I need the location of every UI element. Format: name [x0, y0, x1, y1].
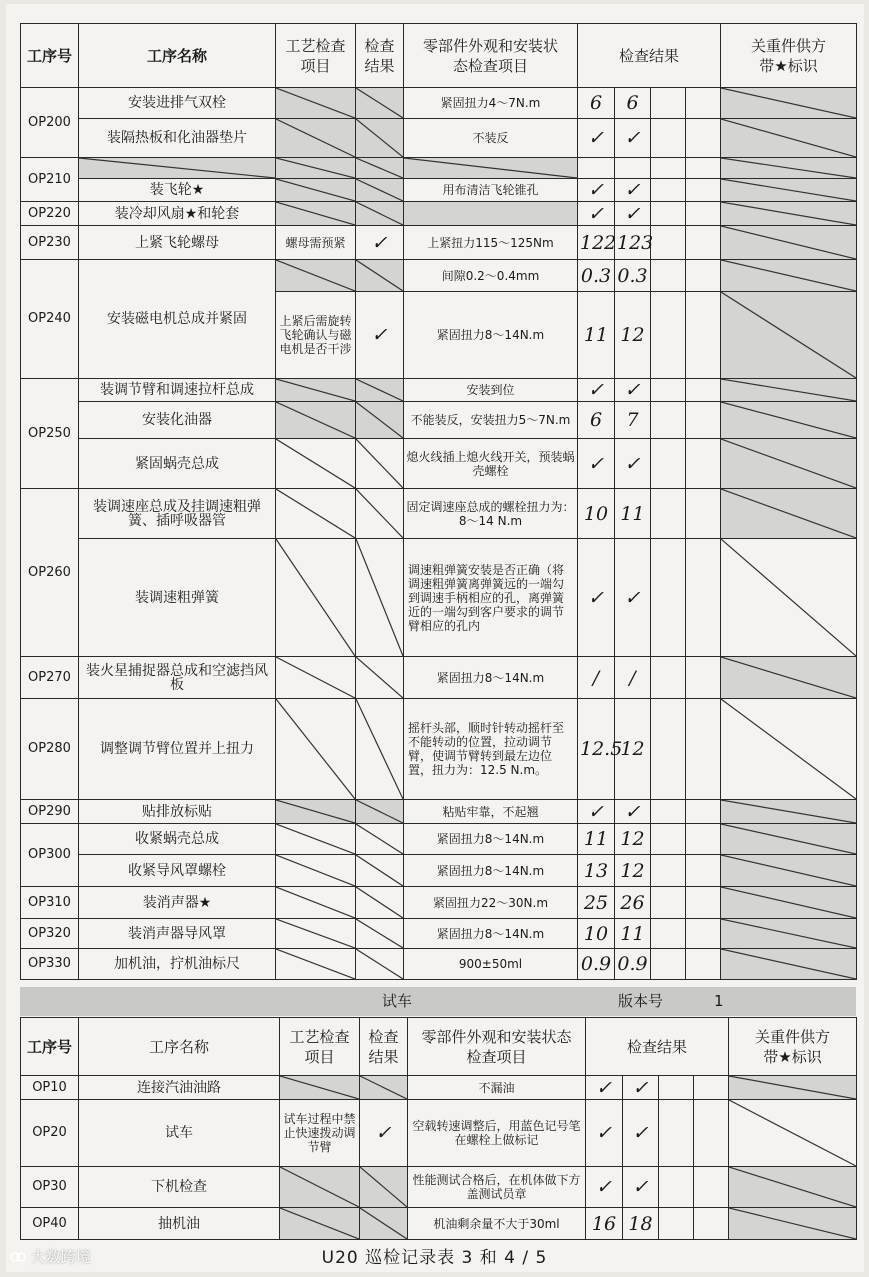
- process-item-cell: [276, 402, 356, 439]
- key-part-cell: [729, 1076, 857, 1100]
- result-3: [651, 699, 686, 800]
- result-2: ✓: [615, 539, 651, 657]
- check-item: 熄火线插上熄火线开关，预装蜗壳螺栓: [404, 439, 578, 489]
- result-2: 26: [615, 887, 651, 919]
- table-row: [21, 919, 857, 949]
- result-4: [686, 855, 721, 887]
- process-result-cell: [356, 800, 404, 824]
- check-item: 安装到位: [404, 379, 578, 402]
- result-3: [651, 379, 686, 402]
- result-3: [651, 88, 686, 119]
- op-name: 加机油，拧机油标尺: [79, 949, 276, 980]
- check-item: [404, 202, 578, 226]
- result-2: 12: [615, 292, 651, 379]
- table-row: [21, 657, 857, 699]
- process-item-cell: [276, 202, 356, 226]
- result-1: 0.3: [578, 260, 615, 292]
- result-3: [659, 1100, 694, 1167]
- key-part-cell: [721, 292, 857, 379]
- result-3: [651, 158, 686, 179]
- check-item: 用布清洁飞轮锥孔: [404, 179, 578, 202]
- result-2: ✓: [623, 1167, 659, 1208]
- process-result-cell: [356, 379, 404, 402]
- process-result-cell: [356, 699, 404, 800]
- process-item-cell: [276, 539, 356, 657]
- result-2: 7: [615, 402, 651, 439]
- result-1: ✓: [578, 439, 615, 489]
- result-1: 11: [578, 824, 615, 855]
- key-part-cell: [721, 887, 857, 919]
- check-item: 调速粗弹簧安装是否正确（将调速粗弹簧离弹簧远的一端勾到调速手柄相应的孔，离弹簧近的一端勾到客户要求的调节臂相应的孔内: [404, 539, 578, 657]
- table-row: [21, 699, 857, 800]
- footer-title: U20 巡检记录表 3 和 4 / 5: [321, 1248, 548, 1268]
- process-item-cell: [280, 1167, 360, 1208]
- op-name: 装消声器★: [79, 887, 276, 919]
- result-2: 12: [615, 824, 651, 855]
- result-3: [651, 179, 686, 202]
- check-item: 机油剩余量不大于30ml: [408, 1208, 586, 1240]
- result-1: 11: [578, 292, 615, 379]
- result-3: [651, 949, 686, 980]
- key-part-cell: [721, 919, 857, 949]
- process-item-cell: [276, 919, 356, 949]
- check-item: 不能装反，安装扭力5～7N.m: [404, 402, 578, 439]
- key-part-cell: [721, 179, 857, 202]
- process-item-cell: 上紧后需旋转飞轮确认与磁电机是否干涉: [276, 292, 356, 379]
- header-op-no: 工序号: [21, 24, 79, 88]
- table-header-row: [21, 1018, 857, 1076]
- result-2: 11: [615, 919, 651, 949]
- op-name: 调整调节臂位置并上扭力: [79, 699, 276, 800]
- result-4: [686, 292, 721, 379]
- header-op-name: 工序名称: [79, 1018, 280, 1076]
- process-result-cell: [356, 489, 404, 539]
- table-row: [21, 179, 857, 202]
- op-name: 下机检查: [79, 1167, 280, 1208]
- process-result-cell: [356, 887, 404, 919]
- header-key-part: 关重件供方 带★标识: [721, 24, 857, 88]
- process-result-cell: [356, 88, 404, 119]
- result-4: [686, 699, 721, 800]
- table-row: [21, 539, 857, 657]
- result-4: [686, 226, 721, 260]
- header-inspection-result: 检查结果: [586, 1018, 729, 1076]
- op-number: OP40: [21, 1208, 79, 1240]
- table-row: [21, 260, 857, 292]
- op-number: OP220: [21, 202, 79, 226]
- result-4: [686, 800, 721, 824]
- header-parts-item: 零部件外观和安装状 态检查项目: [404, 24, 578, 88]
- process-item-cell: [276, 887, 356, 919]
- process-result-cell: [356, 179, 404, 202]
- result-4: [686, 439, 721, 489]
- result-1: 0.9: [578, 949, 615, 980]
- result-3: [659, 1076, 694, 1100]
- op-name: 装冷却风扇★和轮套: [79, 202, 276, 226]
- check-item: [404, 158, 578, 179]
- process-result-cell: ✓: [356, 226, 404, 260]
- process-item-cell: 螺母需预紧: [276, 226, 356, 260]
- key-part-cell: [721, 202, 857, 226]
- op-number: OP280: [21, 699, 79, 800]
- result-1: 25: [578, 887, 615, 919]
- result-2: ✓: [623, 1100, 659, 1167]
- result-4: [686, 158, 721, 179]
- watermark-text: 大数跨境: [30, 1248, 91, 1266]
- check-item: 紧固扭力22～30N.m: [404, 887, 578, 919]
- op-name: 装火星捕捉器总成和空滤挡风板: [79, 657, 276, 699]
- process-result-cell: ✓: [360, 1100, 408, 1167]
- process-result-cell: [356, 402, 404, 439]
- table-row: [21, 88, 857, 119]
- table-row: [21, 949, 857, 980]
- result-4: [686, 949, 721, 980]
- result-3: [651, 824, 686, 855]
- header-op-name: 工序名称: [79, 24, 276, 88]
- check-item: 性能测试合格后，在机体做下方盖测试员章: [408, 1167, 586, 1208]
- result-1: 10: [578, 919, 615, 949]
- result-3: [651, 919, 686, 949]
- process-result-cell: [356, 260, 404, 292]
- inspection-table-test-run: [20, 1017, 857, 1240]
- result-2: [615, 158, 651, 179]
- process-result-cell: [356, 439, 404, 489]
- result-2: ✓: [615, 179, 651, 202]
- op-name: 收紧导风罩螺栓: [79, 855, 276, 887]
- result-2: 12: [615, 855, 651, 887]
- result-3: [651, 439, 686, 489]
- table-row: [21, 202, 857, 226]
- result-3: [651, 226, 686, 260]
- table-row: [21, 226, 857, 260]
- process-item-cell: [276, 158, 356, 179]
- check-item: 不装反: [404, 119, 578, 158]
- process-result-cell: [356, 657, 404, 699]
- process-result-cell: [356, 119, 404, 158]
- result-2: 18: [623, 1208, 659, 1240]
- check-item: 紧固扭力8～14N.m: [404, 657, 578, 699]
- result-2: ✓: [615, 202, 651, 226]
- process-result-cell: [356, 824, 404, 855]
- process-item-cell: [280, 1208, 360, 1240]
- result-2: 0.9: [615, 949, 651, 980]
- op-name: 装隔热板和化油器垫片: [79, 119, 276, 158]
- result-2: ✓: [615, 800, 651, 824]
- key-part-cell: [721, 824, 857, 855]
- result-1: /: [578, 657, 615, 699]
- header-process-item: 工艺检查 项目: [280, 1018, 360, 1076]
- check-item: 900±50ml: [404, 949, 578, 980]
- check-item: 上紧扭力115～125Nm: [404, 226, 578, 260]
- key-part-cell: [729, 1100, 857, 1167]
- check-item: 紧固扭力8～14N.m: [404, 855, 578, 887]
- op-name: 安装化油器: [79, 402, 276, 439]
- process-item-cell: [276, 179, 356, 202]
- op-name: 安装磁电机总成并紧固: [79, 260, 276, 379]
- op-number: OP310: [21, 887, 79, 919]
- key-part-cell: [729, 1208, 857, 1240]
- key-part-cell: [721, 260, 857, 292]
- result-4: [686, 919, 721, 949]
- band-title: 试车: [382, 992, 413, 1010]
- check-item: 紧固扭力8～14N.m: [404, 824, 578, 855]
- result-1: 122: [578, 226, 615, 260]
- key-part-cell: [721, 949, 857, 980]
- process-item-cell: [276, 949, 356, 980]
- key-part-cell: [721, 119, 857, 158]
- table-row: [21, 379, 857, 402]
- table-row: [21, 887, 857, 919]
- result-3: [651, 657, 686, 699]
- op-name: 抽机油: [79, 1208, 280, 1240]
- check-item: 摇杆头部，顺时针转动摇杆至不能转动的位置，拉动调节臂，使调节臂转到最左边位置，扭力为：12.5 N.m。: [404, 699, 578, 800]
- table-row: [21, 1076, 857, 1100]
- check-item: 紧固扭力8～14N.m: [404, 919, 578, 949]
- table-row: [21, 855, 857, 887]
- process-result-cell: ✓: [356, 292, 404, 379]
- result-4: [686, 119, 721, 158]
- key-part-cell: [721, 226, 857, 260]
- process-result-cell: [356, 949, 404, 980]
- header-process-item: 工艺检查 项目: [276, 24, 356, 88]
- result-2: ✓: [615, 379, 651, 402]
- op-number: OP230: [21, 226, 79, 260]
- check-item: 固定调速座总成的螺栓扭力为：8～14 N.m: [404, 489, 578, 539]
- result-4: [686, 489, 721, 539]
- process-item-cell: [276, 260, 356, 292]
- result-1: 12.5: [578, 699, 615, 800]
- result-4: [686, 88, 721, 119]
- result-3: [651, 489, 686, 539]
- result-4: [686, 260, 721, 292]
- result-1: [578, 158, 615, 179]
- result-2: 0.3: [615, 260, 651, 292]
- result-1: ✓: [586, 1167, 623, 1208]
- table-row: [21, 439, 857, 489]
- op-name: 贴排放标贴: [79, 800, 276, 824]
- result-4: [686, 657, 721, 699]
- check-item: 间隙0.2～0.4mm: [404, 260, 578, 292]
- op-number: OP10: [21, 1076, 79, 1100]
- table-row: [21, 402, 857, 439]
- result-1: 10: [578, 489, 615, 539]
- result-1: 13: [578, 855, 615, 887]
- key-part-cell: [721, 855, 857, 887]
- result-4: [686, 179, 721, 202]
- op-name: 装飞轮★: [79, 179, 276, 202]
- key-part-cell: [729, 1167, 857, 1208]
- result-1: ✓: [586, 1076, 623, 1100]
- key-part-cell: [721, 379, 857, 402]
- op-number: OP250: [21, 379, 79, 489]
- table-row: [21, 489, 857, 539]
- process-result-cell: [356, 919, 404, 949]
- check-item: 空载转速调整后，用蓝色记号笔在螺栓上做标记: [408, 1100, 586, 1167]
- result-4: [686, 402, 721, 439]
- result-2: /: [615, 657, 651, 699]
- process-result-cell: [360, 1167, 408, 1208]
- op-number: OP210: [21, 158, 79, 202]
- header-key-part: 关重件供方 带★标识: [729, 1018, 857, 1076]
- result-1: 16: [586, 1208, 623, 1240]
- result-3: [651, 887, 686, 919]
- check-item: 紧固扭力4～7N.m: [404, 88, 578, 119]
- op-number: OP330: [21, 949, 79, 980]
- version-label: 版本号: [618, 992, 664, 1010]
- table-row: [21, 824, 857, 855]
- result-1: ✓: [578, 800, 615, 824]
- table-row: [21, 1100, 857, 1167]
- result-1: ✓: [586, 1100, 623, 1167]
- result-4: [686, 887, 721, 919]
- op-number: OP200: [21, 88, 79, 158]
- key-part-cell: [721, 800, 857, 824]
- process-result-cell: [356, 202, 404, 226]
- header-parts-item: 零部件外观和安装状态 检查项目: [408, 1018, 586, 1076]
- result-4: [686, 824, 721, 855]
- header-check-result: 检查 结果: [360, 1018, 408, 1076]
- table-row: [21, 800, 857, 824]
- result-1: 6: [578, 88, 615, 119]
- process-item-cell: [276, 439, 356, 489]
- key-part-cell: [721, 88, 857, 119]
- table-row: [21, 158, 857, 179]
- check-item: 不漏油: [408, 1076, 586, 1100]
- op-name: [79, 158, 276, 179]
- op-number: OP260: [21, 489, 79, 657]
- process-result-cell: [356, 158, 404, 179]
- op-number: OP270: [21, 657, 79, 699]
- result-2: 6: [615, 88, 651, 119]
- result-4: [686, 539, 721, 657]
- process-result-cell: [356, 539, 404, 657]
- header-check-result: 检查 结果: [356, 24, 404, 88]
- inspection-table-assembly: [20, 23, 857, 980]
- process-item-cell: [276, 88, 356, 119]
- op-number: OP320: [21, 919, 79, 949]
- result-4: [694, 1100, 729, 1167]
- op-name: 装消声器导风罩: [79, 919, 276, 949]
- op-name: 装调速座总成及挂调速粗弹簧、插呼吸器管: [79, 489, 276, 539]
- check-item: 紧固扭力8～14N.m: [404, 292, 578, 379]
- result-3: [651, 292, 686, 379]
- result-3: [651, 402, 686, 439]
- result-2: 11: [615, 489, 651, 539]
- result-4: [686, 379, 721, 402]
- op-name: 安装进排气双栓: [79, 88, 276, 119]
- result-1: ✓: [578, 119, 615, 158]
- result-4: [694, 1167, 729, 1208]
- op-number: OP30: [21, 1167, 79, 1208]
- result-2: ✓: [615, 119, 651, 158]
- result-1: ✓: [578, 202, 615, 226]
- result-2: 123: [615, 226, 651, 260]
- key-part-cell: [721, 539, 857, 657]
- result-2: ✓: [623, 1076, 659, 1100]
- result-1: ✓: [578, 179, 615, 202]
- op-name: 装调节臂和调速拉杆总成: [79, 379, 276, 402]
- op-name: 装调速粗弹簧: [79, 539, 276, 657]
- result-3: [659, 1167, 694, 1208]
- result-3: [651, 119, 686, 158]
- process-item-cell: [276, 379, 356, 402]
- header-op-no: 工序号: [21, 1018, 79, 1076]
- table-row: [21, 119, 857, 158]
- op-number: OP240: [21, 260, 79, 379]
- key-part-cell: [721, 439, 857, 489]
- process-item-cell: [276, 119, 356, 158]
- result-3: [651, 202, 686, 226]
- process-item-cell: [276, 657, 356, 699]
- op-name: 试车: [79, 1100, 280, 1167]
- op-name: 连接汽油油路: [79, 1076, 280, 1100]
- key-part-cell: [721, 402, 857, 439]
- process-item-cell: [276, 824, 356, 855]
- op-number: OP290: [21, 800, 79, 824]
- result-3: [651, 260, 686, 292]
- process-item-cell: [276, 489, 356, 539]
- result-2: ✓: [615, 439, 651, 489]
- key-part-cell: [721, 699, 857, 800]
- table-header-row: [21, 24, 857, 88]
- op-name: 上紧飞轮螺母: [79, 226, 276, 260]
- table-row: [21, 1167, 857, 1208]
- process-item-cell: [280, 1076, 360, 1100]
- process-result-cell: [356, 855, 404, 887]
- key-part-cell: [721, 158, 857, 179]
- result-3: [651, 855, 686, 887]
- result-4: [694, 1208, 729, 1240]
- result-3: [659, 1208, 694, 1240]
- result-4: [694, 1076, 729, 1100]
- op-name: 紧固蜗壳总成: [79, 439, 276, 489]
- check-item: 粘贴牢靠，不起翘: [404, 800, 578, 824]
- result-1: 6: [578, 402, 615, 439]
- section-band-test-run: [20, 987, 856, 1016]
- op-name: 收紧蜗壳总成: [79, 824, 276, 855]
- process-item-cell: [276, 699, 356, 800]
- header-inspection-result: 检查结果: [578, 24, 721, 88]
- result-3: [651, 539, 686, 657]
- op-number: OP300: [21, 824, 79, 887]
- result-3: [651, 800, 686, 824]
- result-2: 12: [615, 699, 651, 800]
- process-item-cell: [276, 800, 356, 824]
- process-item-cell: [276, 855, 356, 887]
- key-part-cell: [721, 657, 857, 699]
- result-1: ✓: [578, 539, 615, 657]
- key-part-cell: [721, 489, 857, 539]
- process-item-cell: 试车过程中禁止快速拨动调节臂: [280, 1100, 360, 1167]
- op-number: OP20: [21, 1100, 79, 1167]
- process-result-cell: [360, 1076, 408, 1100]
- result-1: ✓: [578, 379, 615, 402]
- result-4: [686, 202, 721, 226]
- table-row: [21, 1208, 857, 1240]
- process-result-cell: [360, 1208, 408, 1240]
- version-value: 1: [714, 992, 724, 1010]
